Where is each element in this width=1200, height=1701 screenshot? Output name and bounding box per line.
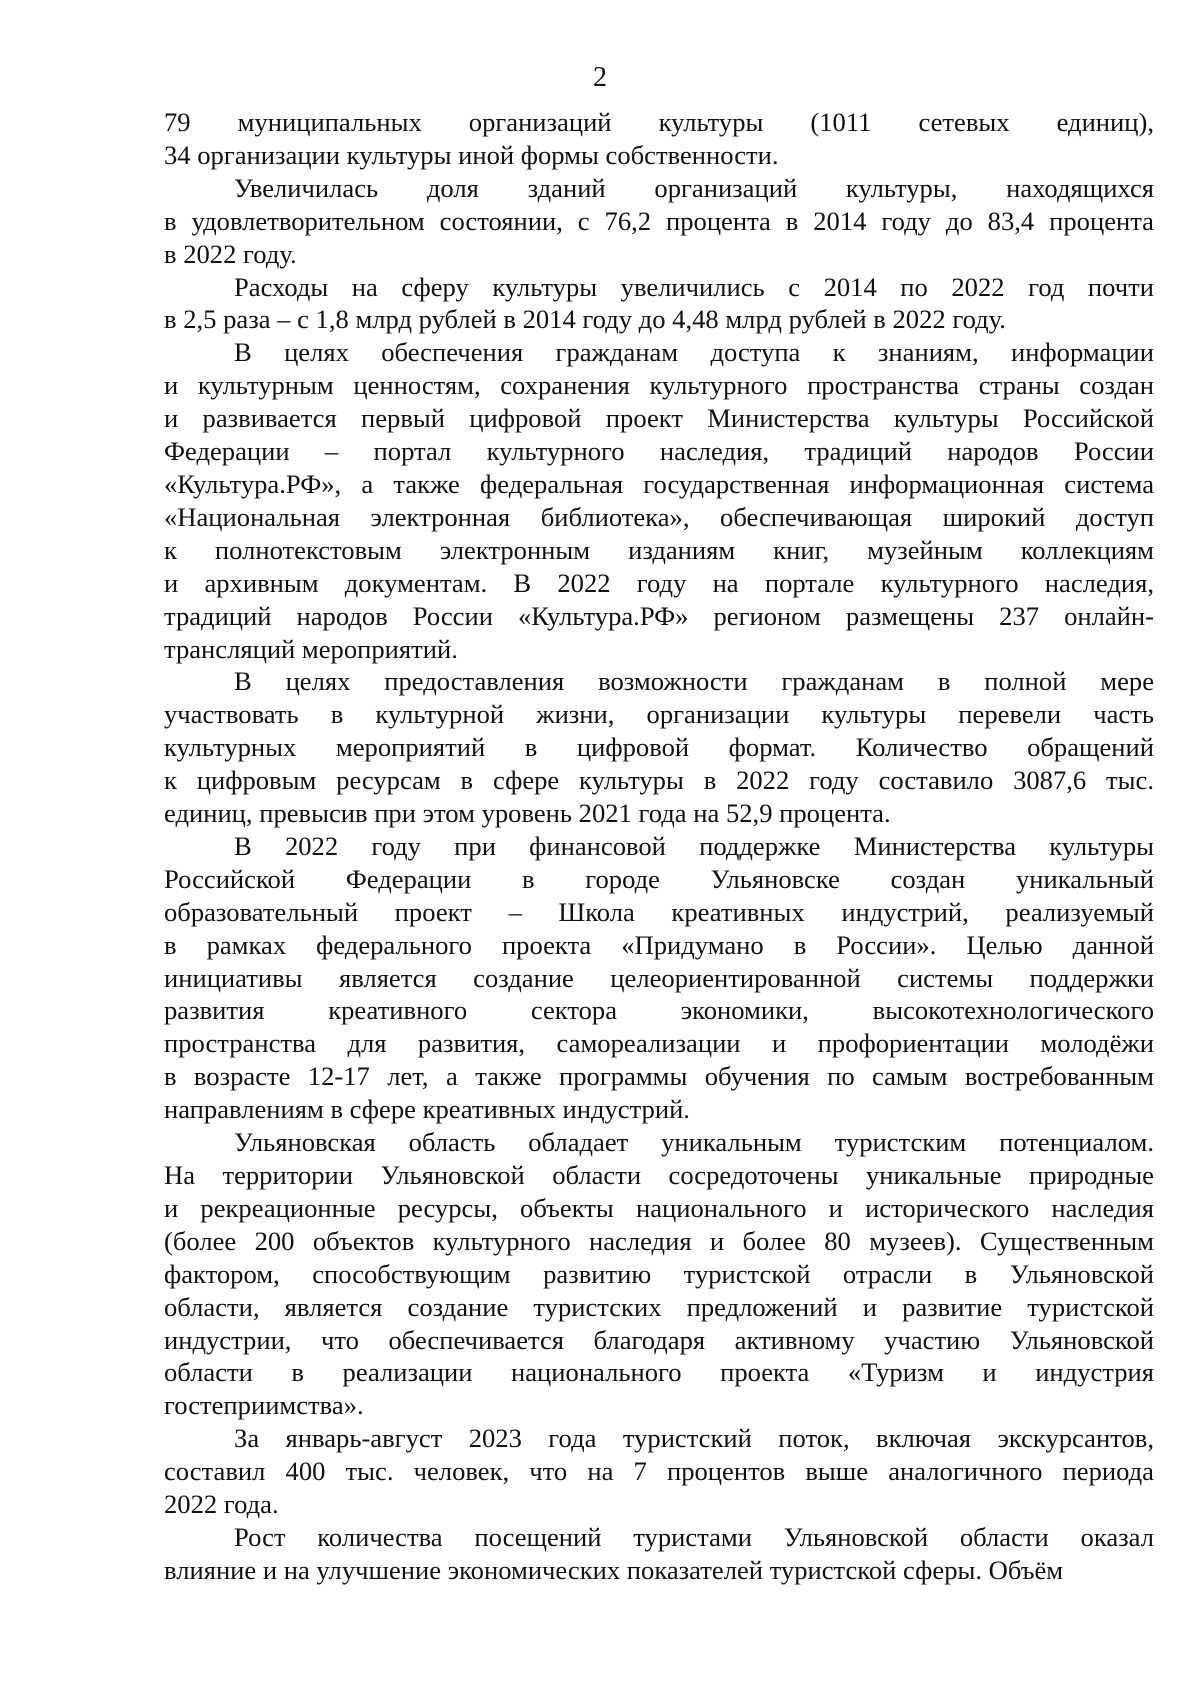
text-line: Расходы на сферу культуры увеличились с 2014 по 2022 год почти (234, 271, 1154, 302)
paragraph (164, 1521, 1154, 1587)
text-line: и развивается первый цифровой проект Министерства культуры Российской (164, 403, 1154, 434)
text-line: участвовать в культурной жизни, организации культуры перевели часть (164, 699, 1154, 730)
text-line: области в реализации национального проекта «Туризм и индустрия (164, 1357, 1154, 1388)
text-line: традиций народов России «Культура.РФ» регионом размещены 237 онлайн- (164, 600, 1154, 631)
text-line: инициативы является создание целеориентированной системы поддержки (164, 962, 1154, 993)
paragraph (164, 106, 1154, 172)
text-line: и архивным документам. В 2022 году на портале культурного наследия, (164, 567, 1154, 598)
paragraph (164, 1126, 1154, 1422)
text-line: В целях предоставления возможности гражданам в полной мере (234, 666, 1154, 697)
text-line: За январь-август 2023 года туристский поток, включая экскурсантов, (234, 1423, 1154, 1454)
text-line: индустрии, что обеспечивается благодаря активному участию Ульяновской (164, 1324, 1154, 1355)
text-line: фактором, способствующим развитию туристской отрасли в Ульяновской (164, 1258, 1154, 1289)
text-line: Рост количества посещений туристами Ульяновской области оказал (234, 1521, 1154, 1552)
text-line: в удовлетворительном состоянии, с 76,2 процента в 2014 году до 83,4 процента (164, 205, 1154, 236)
paragraph (164, 830, 1154, 1126)
text-line: в 2,5 раза – с 1,8 млрд рублей в 2014 году до 4,48 млрд рублей в 2022 году. (164, 304, 1006, 335)
text-line: Федерации – портал культурного наследия, традиций народов России (164, 436, 1154, 467)
text-line: Ульяновская область обладает уникальным туристским потенциалом. (234, 1127, 1154, 1158)
text-line: «Культура.РФ», а также федеральная государственная информационная система (164, 468, 1154, 499)
text-line: направлениям в сфере креативных индустрий. (164, 1094, 690, 1125)
text-line: трансляций мероприятий. (164, 633, 458, 664)
text-line: Увеличилась доля зданий организаций культуры, находящихся (234, 172, 1154, 203)
text-line: пространства для развития, самореализации и профориентации молодёжи (164, 1028, 1154, 1059)
text-line: Российской Федерации в городе Ульяновске создан уникальный (164, 863, 1154, 894)
text-line: развития креативного сектора экономики, высокотехнологического (164, 995, 1154, 1026)
text-line: единиц, превысив при этом уровень 2021 года на 52,9 процента. (164, 798, 891, 829)
paragraph (164, 665, 1154, 830)
text-line: «Национальная электронная библиотека», обеспечивающая широкий доступ (164, 501, 1154, 532)
text-line: составил 400 тыс. человек, что на 7 процентов выше аналогичного периода (164, 1456, 1154, 1487)
text-line: 34 организации культуры иной формы собственности. (164, 139, 779, 170)
document-body (164, 106, 1154, 1587)
text-line: в 2022 году. (164, 238, 297, 269)
text-line: В целях обеспечения гражданам доступа к знаниям, информации (234, 337, 1154, 368)
paragraph (164, 336, 1154, 665)
text-line: влияние и на улучшение экономических показателей туристской сферы. Объём (164, 1554, 1064, 1585)
text-line: гостеприимства». (164, 1390, 364, 1421)
text-line: и рекреационные ресурсы, объекты национального и исторического наследия (164, 1192, 1154, 1223)
text-line: культурных мероприятий в цифровой формат. Количество обращений (164, 732, 1154, 763)
text-line: 2022 года. (164, 1489, 279, 1520)
text-line: к полнотекстовым электронным изданиям книг, музейным коллекциям (164, 534, 1154, 565)
text-line: (более 200 объектов культурного наследия и более 80 музеев). Существенным (164, 1225, 1154, 1256)
text-line: 79 муниципальных организаций культуры (1011 сетевых единиц), (164, 107, 1154, 137)
text-line: к цифровым ресурсам в сфере культуры в 2022 году составило 3087,6 тыс. (164, 765, 1154, 796)
text-line: В 2022 году при финансовой поддержке Министерства культуры (234, 830, 1154, 861)
page-number: 2 (593, 62, 607, 93)
text-line: в возрасте 12-17 лет, а также программы обучения по самым востребованным (164, 1061, 1154, 1092)
paragraph (164, 1422, 1154, 1521)
text-line: На территории Ульяновской области сосредоточены уникальные природные (164, 1160, 1154, 1190)
text-line: области, является создание туристских предложений и развитие туристской (164, 1291, 1154, 1322)
text-line: образовательный проект – Школа креативных индустрий, реализуемый (164, 896, 1154, 927)
paragraph (164, 271, 1154, 337)
text-line: в рамках федерального проекта «Придумано в России». Целью данной (164, 929, 1154, 960)
text-line: и культурным ценностям, сохранения культурного пространства страны создан (164, 370, 1154, 401)
paragraph (164, 172, 1154, 271)
